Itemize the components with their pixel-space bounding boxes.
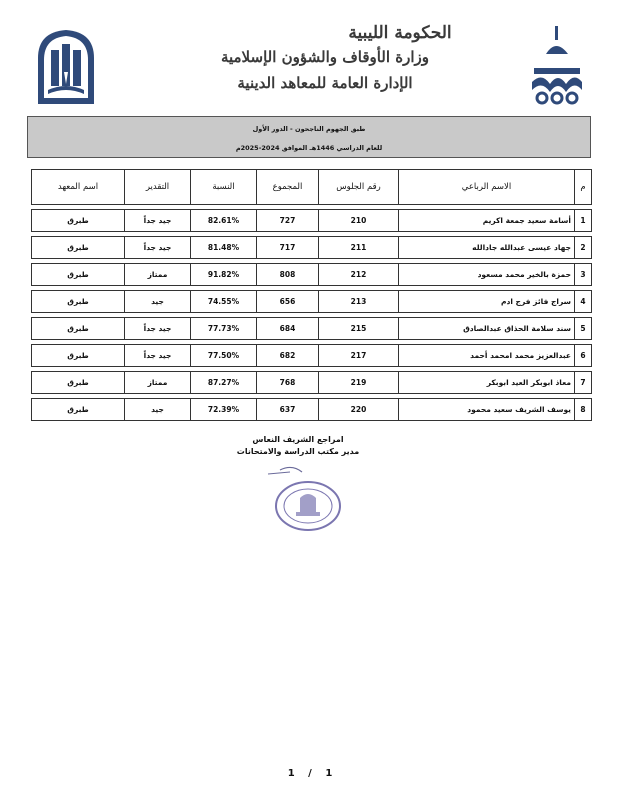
cell-seat-number: 213	[318, 290, 398, 313]
cell-percent: 87.27%	[190, 371, 256, 394]
cell-percent: 91.82%	[190, 263, 256, 286]
cell-grade: جيد جداً	[124, 236, 190, 259]
cell-total: 656	[256, 290, 318, 313]
table-row	[31, 344, 592, 367]
cell-seat-number: 212	[318, 263, 398, 286]
department-title: الإدارة العامة للمعاهد الدينية	[237, 74, 413, 92]
signatory-title: مدير مكتب الدراسة والامتحانات	[236, 447, 360, 456]
cell-index: 1	[574, 209, 592, 232]
banner-title: طبق الجهوم الناجحون - الدور الأول	[252, 125, 366, 133]
cell-institute: طبرق	[31, 209, 124, 232]
cell-index: 3	[574, 263, 592, 286]
table-row	[31, 209, 592, 232]
cell-seat-number: 210	[318, 209, 398, 232]
cell-percent: 82.61%	[190, 209, 256, 232]
cell-grade: جيد	[124, 290, 190, 313]
table-header-row	[31, 169, 592, 205]
table-row	[31, 371, 592, 394]
cell-seat-number: 211	[318, 236, 398, 259]
results-banner	[27, 116, 591, 158]
header-total: المجموع	[256, 169, 318, 205]
banner-academic-year: للعام الدراسي 1446هـ الموافق 2024-2025م	[235, 144, 383, 152]
cell-name: أسامة سعيد جمعة اكريم	[398, 209, 574, 232]
pen-book-emblem-icon	[34, 28, 98, 106]
signatory-name: امراجع الشريف النعاس	[252, 435, 344, 444]
cell-name: يوسف الشريف سعيد محمود	[398, 398, 574, 421]
results-table-container	[31, 165, 592, 425]
cell-grade: جيد جداً	[124, 209, 190, 232]
cell-grade: ممتاز	[124, 371, 190, 394]
header-grade: التقدير	[124, 169, 190, 205]
header-titles	[175, 22, 475, 102]
cell-seat-number: 217	[318, 344, 398, 367]
cell-percent: 77.50%	[190, 344, 256, 367]
cell-percent: 81.48%	[190, 236, 256, 259]
cell-index: 5	[574, 317, 592, 340]
ministry-title: وزارة الأوقاف والشؤون الإسلامية	[220, 48, 430, 66]
cell-index: 8	[574, 398, 592, 421]
cell-total: 808	[256, 263, 318, 286]
cell-name: معاذ ابوبكر العيد ابوبكر	[398, 371, 574, 394]
cell-seat-number: 220	[318, 398, 398, 421]
cell-name: سند سلامة الحذاق عبدالصادق	[398, 317, 574, 340]
cell-percent: 74.55%	[190, 290, 256, 313]
table-row	[31, 236, 592, 259]
results-table	[31, 165, 592, 425]
page-separator: /	[308, 768, 312, 779]
table-row	[31, 317, 592, 340]
cell-total: 637	[256, 398, 318, 421]
awqaf-calligraphy-logo-icon	[528, 24, 586, 106]
document-header	[0, 0, 618, 110]
cell-grade: ممتاز	[124, 263, 190, 286]
page-total: 1	[287, 768, 295, 779]
government-title: الحكومة الليبية	[348, 23, 452, 43]
cell-total: 768	[256, 371, 318, 394]
cell-grade: جيد جداً	[124, 317, 190, 340]
cell-total: 717	[256, 236, 318, 259]
cell-grade: جيد جداً	[124, 344, 190, 367]
cell-institute: طبرق	[31, 236, 124, 259]
cell-institute: طبرق	[31, 344, 124, 367]
cell-institute: طبرق	[31, 317, 124, 340]
cell-institute: طبرق	[31, 371, 124, 394]
cell-index: 6	[574, 344, 592, 367]
cell-index: 4	[574, 290, 592, 313]
cell-name: جهاد عيسى عبدالله جادالله	[398, 236, 574, 259]
header-institute: اسم المعهد	[31, 169, 124, 205]
cell-name: سراج فائز فرج ادم	[398, 290, 574, 313]
cell-grade: جيد	[124, 398, 190, 421]
cell-index: 7	[574, 371, 592, 394]
cell-institute: طبرق	[31, 290, 124, 313]
cell-institute: طبرق	[31, 398, 124, 421]
cell-percent: 77.73%	[190, 317, 256, 340]
cell-total: 684	[256, 317, 318, 340]
cell-seat-number: 219	[318, 371, 398, 394]
table-row	[31, 263, 592, 286]
official-stamp-icon	[250, 462, 350, 534]
cell-total: 727	[256, 209, 318, 232]
cell-total: 682	[256, 344, 318, 367]
cell-seat-number: 215	[318, 317, 398, 340]
header-name: الاسم الرباعي	[398, 169, 574, 205]
cell-index: 2	[574, 236, 592, 259]
table-row	[31, 398, 592, 421]
cell-percent: 72.39%	[190, 398, 256, 421]
signature-block	[228, 434, 368, 458]
header-percent: النسبة	[190, 169, 256, 205]
cell-name: عبدالعزيز محمد امحمد أحمد	[398, 344, 574, 367]
page-current: 1	[325, 768, 333, 779]
cell-institute: طبرق	[31, 263, 124, 286]
table-row	[31, 290, 592, 313]
header-index: م	[574, 169, 592, 205]
cell-name: حمزة بالخير محمد مسعود	[398, 263, 574, 286]
header-seat-number: رقم الجلوس	[318, 169, 398, 205]
page-number	[280, 768, 340, 779]
